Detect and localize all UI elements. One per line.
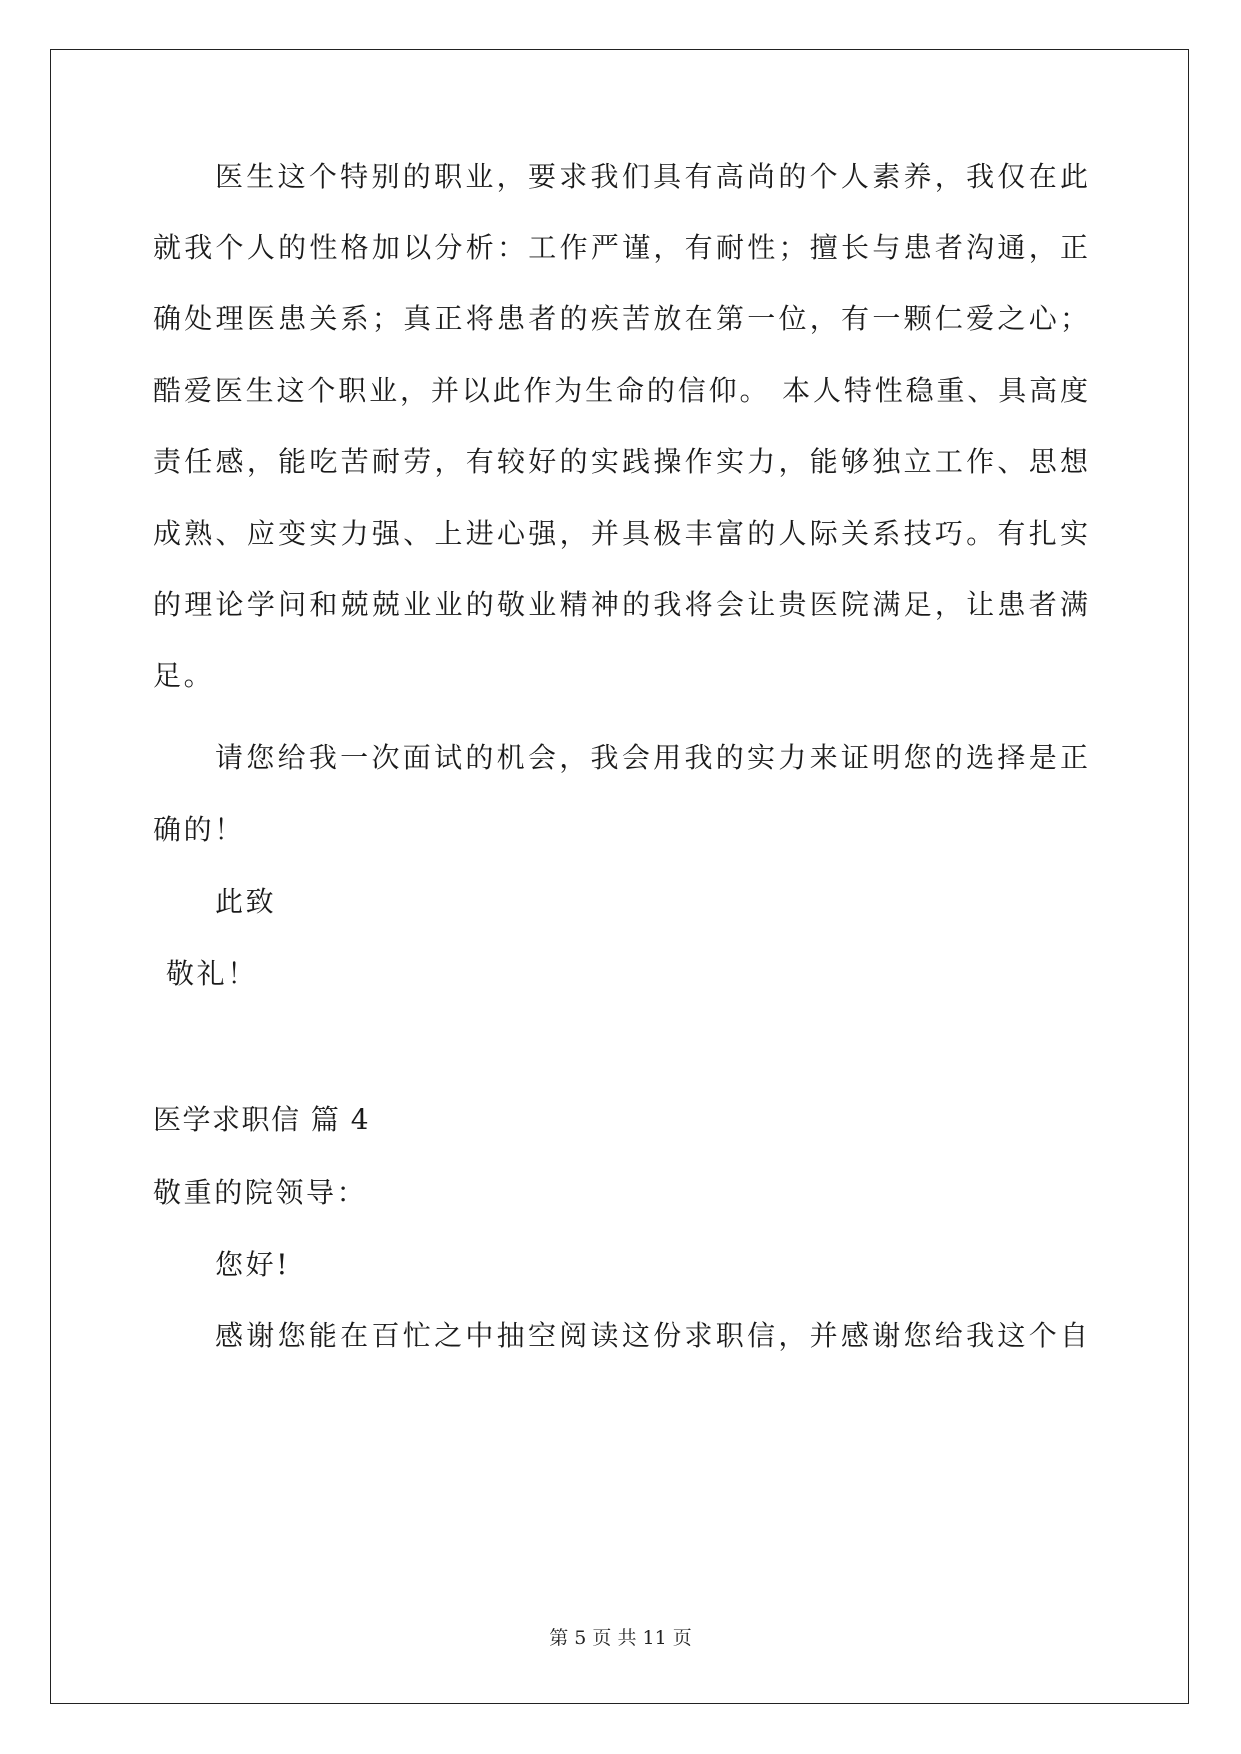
greeting: 您好!: [215, 1248, 291, 1281]
paragraph-1-line-4: 酷爱医生这个职业，并以此作为生命的信仰。 本人特性稳重、具高度: [153, 374, 1088, 407]
page-border: [50, 49, 1189, 1704]
section-4-body-line-1: 感谢您能在百忙之中抽空阅读这份求职信，并感谢您给我这个自: [215, 1319, 1088, 1352]
paragraph-1-line-5: 责任感，能吃苦耐劳，有较好的实践操作实力，能够独立工作、思想: [153, 445, 1088, 478]
paragraph-1-line-2: 就我个人的性格加以分析：工作严谨，有耐性；擅长与患者沟通，正: [153, 231, 1088, 264]
page-number-footer: 第 5 页 共 11 页: [549, 1627, 692, 1649]
paragraph-2-line-2: 确的！: [153, 813, 245, 846]
paragraph-1-line-8: 足。: [153, 659, 215, 692]
closing-salutation: 此致: [215, 885, 277, 918]
paragraph-1-line-3: 确处理医患关系；真正将患者的疾苦放在第一位，有一颗仁爱之心；: [153, 302, 1088, 335]
paragraph-1-line-6: 成熟、应变实力强、上进心强，并具极丰富的人际关系技巧。有扎实: [153, 517, 1088, 550]
addressee: 敬重的院领导：: [153, 1176, 368, 1209]
section-heading: 医学求职信 篇 4: [153, 1103, 371, 1136]
paragraph-2-line-1: 请您给我一次面试的机会，我会用我的实力来证明您的选择是正: [215, 741, 1088, 774]
paragraph-1-line-7: 的理论学问和兢兢业业的敬业精神的我将会让贵医院满足，让患者满: [153, 588, 1088, 621]
paragraph-1-line-1: 医生这个特别的职业，要求我们具有高尚的个人素养，我仅在此: [215, 160, 1088, 193]
closing-regards: 敬礼！: [166, 957, 258, 990]
